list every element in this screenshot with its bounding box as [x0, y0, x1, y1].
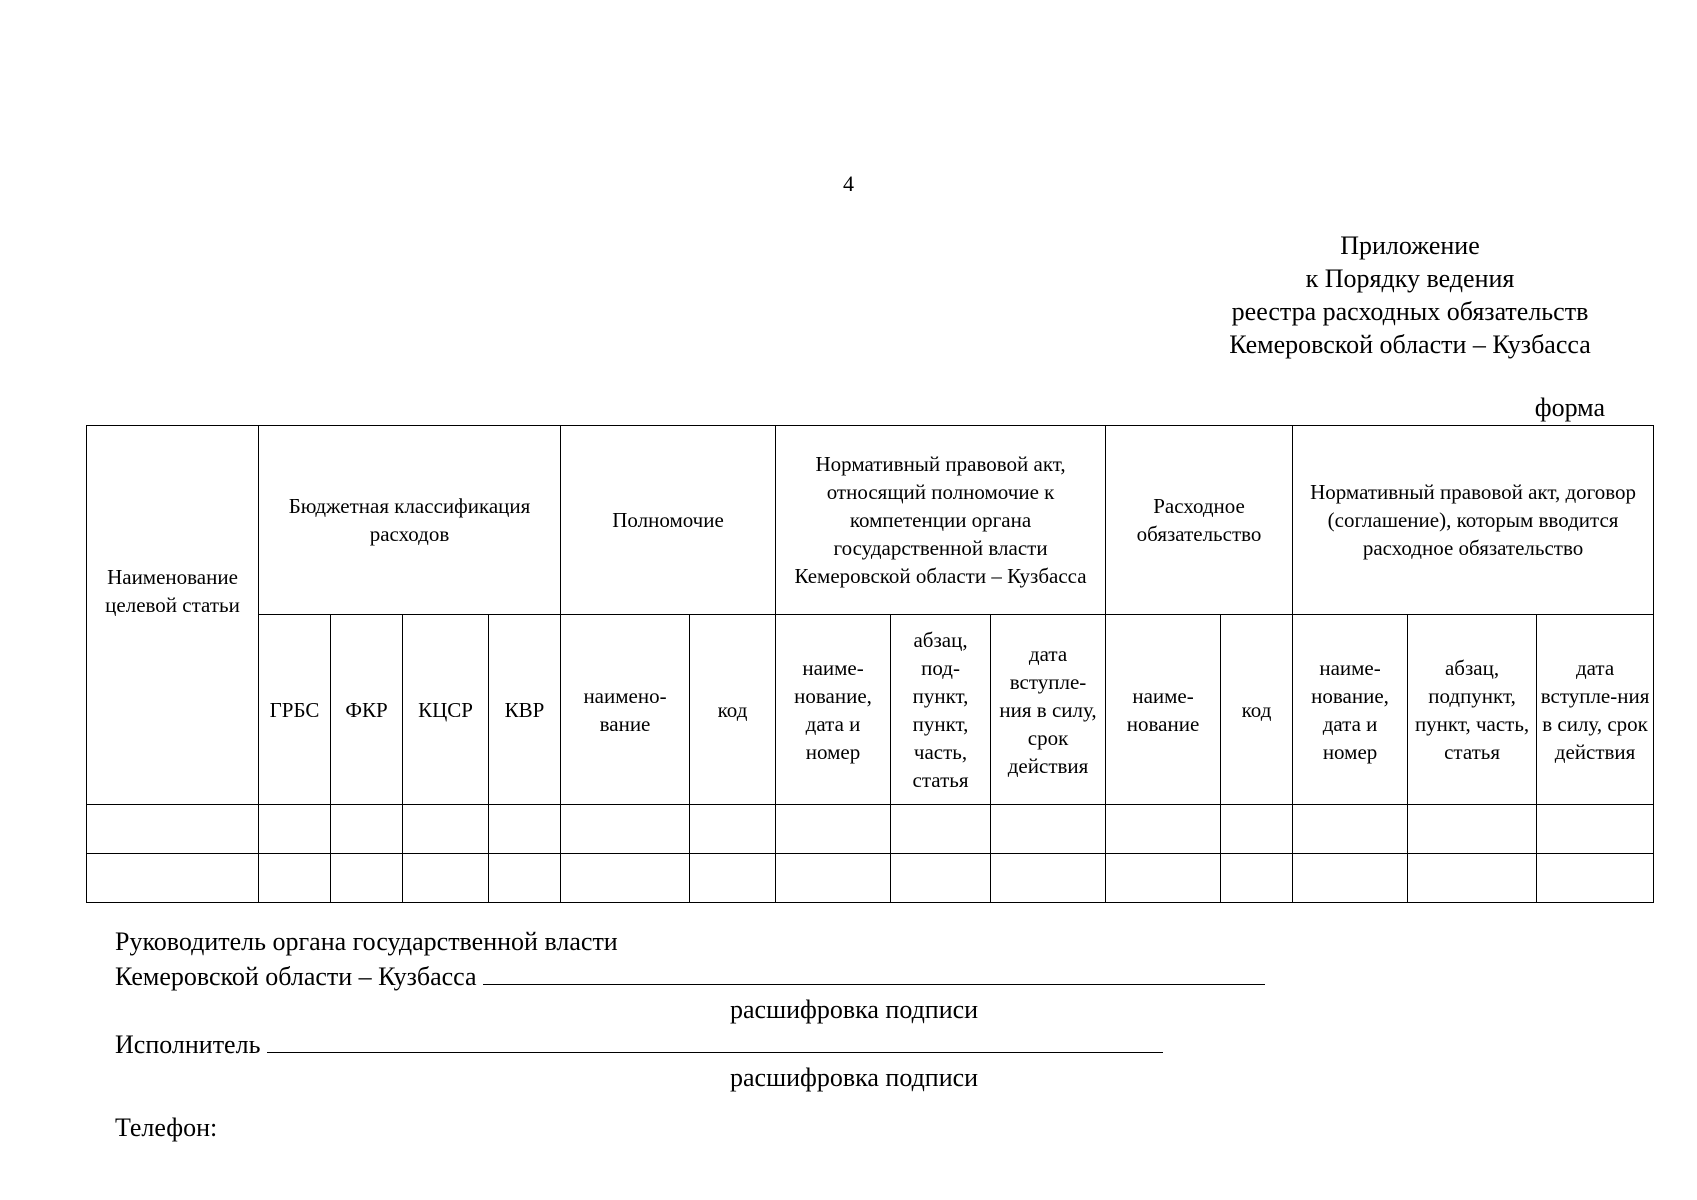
phone-label: Телефон:: [115, 1113, 218, 1142]
table-row: [87, 854, 1654, 903]
header-kvr: КВР: [489, 615, 561, 805]
head-title-text: Кемеровской области – Кузбасса: [115, 962, 477, 991]
table-cell: [1537, 854, 1654, 903]
header-npa-authority: Нормативный правовой акт, относящий полномочие к компетенции органа государственной власти Кемеровской области – Кузбасса: [776, 426, 1106, 615]
table-cell: [489, 854, 561, 903]
table-cell: [1408, 805, 1537, 854]
header-npa1-date: дата вступле-ния в силу, срок действия: [991, 615, 1106, 805]
table-cell: [991, 805, 1106, 854]
form-label: форма: [1534, 393, 1605, 422]
header-npa1-clause: абзац, под-пункт, пункт, часть, статья: [891, 615, 991, 805]
signature-block: [115, 925, 1265, 1144]
table-cell: [403, 805, 489, 854]
header-authority-code: код: [690, 615, 776, 805]
header-grbs: ГРБС: [259, 615, 331, 805]
table-cell: [489, 805, 561, 854]
table-cell: [1106, 805, 1221, 854]
page-number: 4: [843, 171, 854, 196]
table-cell: [1106, 854, 1221, 903]
header-obligation-code: код: [1221, 615, 1293, 805]
table-cell: [690, 854, 776, 903]
table-cell: [331, 854, 403, 903]
appendix-line-3: реестра расходных обязательств: [1231, 297, 1589, 326]
table-cell: [87, 805, 259, 854]
head-title-line-1: Руководитель органа государственной власти: [115, 927, 618, 956]
header-npa2-clause: абзац, подпункт, пункт, часть, статья: [1408, 615, 1537, 805]
executor-signature-line: [267, 1026, 1163, 1053]
table-cell: [776, 854, 891, 903]
header-npa2-name: наиме-нование, дата и номер: [1293, 615, 1408, 805]
header-npa2-date: дата вступле-ния в силу, срок действия: [1537, 615, 1654, 805]
appendix-line-1: Приложение: [1340, 231, 1480, 260]
appendix-line-2: к Порядку ведения: [1305, 264, 1515, 293]
table-cell: [561, 805, 690, 854]
table-cell: [87, 854, 259, 903]
table-cell: [1293, 805, 1408, 854]
table-cell: [1537, 805, 1654, 854]
appendix-header: [1180, 229, 1640, 361]
header-row-groups: [87, 426, 1654, 615]
table-cell: [776, 805, 891, 854]
register-table: [86, 425, 1654, 903]
table-cell: [259, 854, 331, 903]
executor-label: Исполнитель: [115, 1030, 261, 1059]
header-budget-classification: Бюджетная классификация расходов: [259, 426, 561, 615]
appendix-line-4: Кемеровской области – Кузбасса: [1229, 330, 1591, 359]
table-cell: [1408, 854, 1537, 903]
table-cell: [1221, 805, 1293, 854]
header-expense-obligation: Расходное обязательство: [1106, 426, 1293, 615]
table-cell: [690, 805, 776, 854]
table-cell: [891, 854, 991, 903]
table-cell: [259, 805, 331, 854]
table-row: [87, 805, 1654, 854]
table-cell: [991, 854, 1106, 903]
header-npa1-name: наиме-нование, дата и номер: [776, 615, 891, 805]
table-cell: [1293, 854, 1408, 903]
head-title-line-2: [115, 958, 1265, 993]
table-cell: [891, 805, 991, 854]
signature-decode-label-2: расшифровка подписи: [730, 1063, 979, 1092]
table-cell: [403, 854, 489, 903]
header-npa-contract: Нормативный правовой акт, договор (соглашение), которым вводится расходное обязательство: [1293, 426, 1654, 615]
header-authority: Полномочие: [561, 426, 776, 615]
executor-line: [115, 1026, 1265, 1061]
header-target-item: Наименование целевой статьи: [87, 426, 259, 805]
table-cell: [561, 854, 690, 903]
table-cell: [1221, 854, 1293, 903]
signature-decode-label-1: расшифровка подписи: [730, 995, 979, 1024]
head-signature-line: [483, 958, 1265, 985]
header-kcsr: КЦСР: [403, 615, 489, 805]
table-cell: [331, 805, 403, 854]
header-obligation-name: наиме-нование: [1106, 615, 1221, 805]
header-row-subcolumns: [87, 615, 1654, 805]
header-authority-name: наимено-вание: [561, 615, 690, 805]
header-fkr: ФКР: [331, 615, 403, 805]
